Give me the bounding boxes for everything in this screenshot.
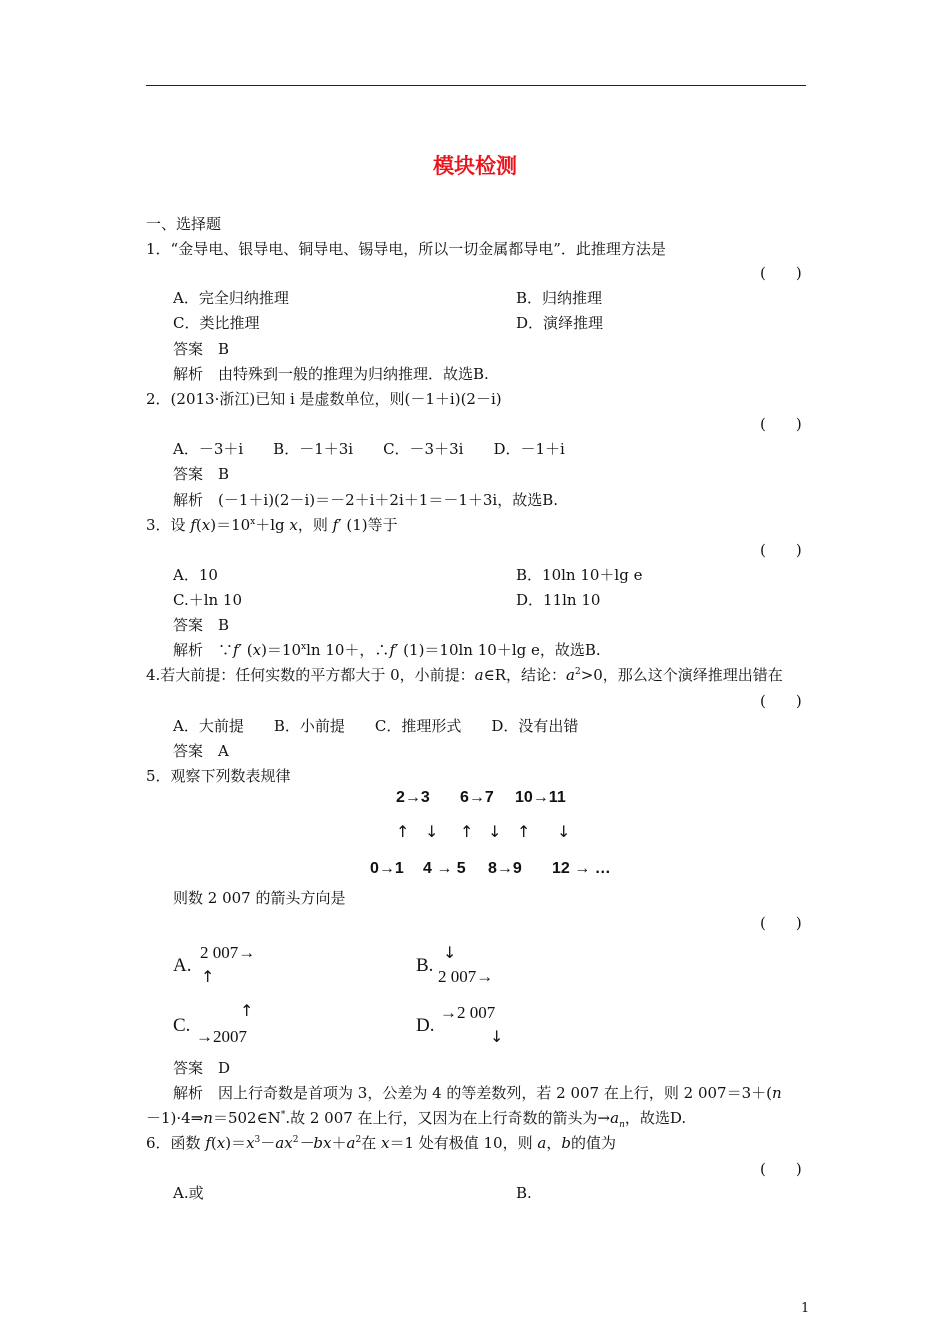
q3-stem: 3．设 $f(x)=10^x+\lg$ x，则 f′ (1)等于 [146, 516, 398, 534]
up-arrow-icon: ↑ [517, 822, 531, 841]
header-rule [146, 85, 806, 86]
up-arrow-icon: ↑ [460, 822, 474, 841]
q5-option-c-label: C. [173, 1015, 191, 1036]
q1-option-a: A．完全归纳推理 [173, 289, 289, 307]
q2-blank: ( ) [760, 415, 802, 433]
page-title: 模块检测 [433, 154, 517, 178]
up-arrow-icon: ↑ [240, 1001, 254, 1020]
q5-option-a-label: A. [173, 955, 192, 976]
down-arrow-icon: ↓ [443, 943, 457, 962]
q2-options: A．－3＋i B．－1＋3i C．－3＋3i D．－1＋i [173, 440, 565, 458]
up-arrow-icon: ↑ [396, 822, 410, 841]
q6-option-b: B. [516, 1184, 532, 1202]
q5-stem: 5．观察下列数表规律 [146, 767, 291, 785]
seq-bottom-3: 8→9 [488, 860, 522, 877]
q5-question: 则数 2 007 的箭头方向是 [173, 889, 346, 907]
q5-option-d-label: D. [416, 1015, 435, 1036]
q5-answer: 答案 D [173, 1059, 231, 1077]
q4-options: A．大前提 B．小前提 C．推理形式 D．没有出错 [173, 717, 579, 735]
q3-option-a: A．10 [173, 566, 218, 584]
q2-stem: 2．(2013·浙江)已知 i 是虚数单位，则(－1＋i)(2－i) [146, 390, 502, 408]
seq-top-1: 2→3 [396, 789, 430, 806]
q4-answer: 答案 A [173, 742, 229, 760]
q5-analysis-line1: 解析 因上行奇数是首项为 3，公差为 4 的等差数列，若 2 007 在上行，则 2 007＝3＋(n [173, 1084, 782, 1102]
up-arrow-icon: ↑ [201, 967, 215, 986]
q3-answer: 答案 B [173, 616, 230, 634]
seq-top-2: 6→7 [460, 789, 494, 806]
q5-option-c-value: →2007 [196, 1027, 247, 1046]
q6-blank: ( ) [760, 1160, 802, 1178]
q2-answer: 答案 B [173, 465, 230, 483]
seq-bottom-1: 0→1 [370, 860, 404, 877]
q3-analysis: 解析 ∵f′ $(x)=10^x\ln$ 10＋，∴f′ (1)＝10ln 10＋lg e，故选B. [173, 641, 601, 659]
down-arrow-icon: ↓ [557, 822, 571, 841]
q3-option-d: D．11ln 10 [516, 591, 601, 609]
q3-option-c: C.＋ln 10 [173, 591, 243, 609]
q5-blank: ( ) [760, 914, 802, 932]
q6-option-a: A.或 [173, 1184, 204, 1202]
down-arrow-icon: ↓ [488, 822, 502, 841]
down-arrow-icon: ↓ [425, 822, 439, 841]
q5-option-d-value: →2 007 [440, 1003, 496, 1022]
seq-top-3: 10→11 [515, 789, 566, 806]
q5-option-b-label: B. [416, 955, 434, 976]
down-arrow-icon: ↓ [490, 1027, 504, 1046]
q1-option-b: B．归纳推理 [516, 289, 603, 307]
q5-option-a-value: 2 007→ [200, 943, 256, 962]
section-heading: 一、选择题 [146, 215, 222, 233]
q1-option-c: C．类比推理 [173, 314, 260, 332]
q1-blank: ( ) [760, 264, 802, 282]
q5-option-b-value: 2 007→ [438, 967, 494, 986]
q3-option-b: B．10ln 10＋lg e [516, 566, 643, 584]
q4-blank: ( ) [760, 692, 802, 710]
q1-option-d: D．演绎推理 [516, 314, 604, 332]
q3-blank: ( ) [760, 541, 802, 559]
q4-stem: 4.若大前提：任何实数的平方都大于 0，小前提：a∈R，结论：$a^2>0$，那么这个演绎推理出错在 [146, 666, 783, 684]
q1-analysis: 解析 由特殊到一般的推理为归纳推理．故选B. [173, 365, 489, 383]
seq-bottom-4: 12 → … [552, 860, 611, 877]
page-number: 1 [801, 1301, 810, 1316]
q1-stem: 1．“金导电、银导电、铜导电、锡导电，所以一切金属都导电”．此推理方法是 [146, 240, 666, 258]
q2-analysis: 解析 (－1＋i)(2－i)＝－2＋i＋2i＋1＝－1＋3i，故选B. [173, 491, 558, 509]
q1-answer: 答案 B [173, 340, 230, 358]
q6-stem: 6．函数 $f(x)=x^3-ax^2-bx+a^2$在 x＝1 处有极值 10，则 a，b的值为 [146, 1134, 616, 1152]
q5-analysis-line2: －1)·4⇒n＝502∈N*.故 2 007 在上行，又因为在上行奇数的箭头为$\to a_n$，故选D. [146, 1109, 687, 1130]
seq-bottom-2: 4 → 5 [423, 860, 466, 877]
